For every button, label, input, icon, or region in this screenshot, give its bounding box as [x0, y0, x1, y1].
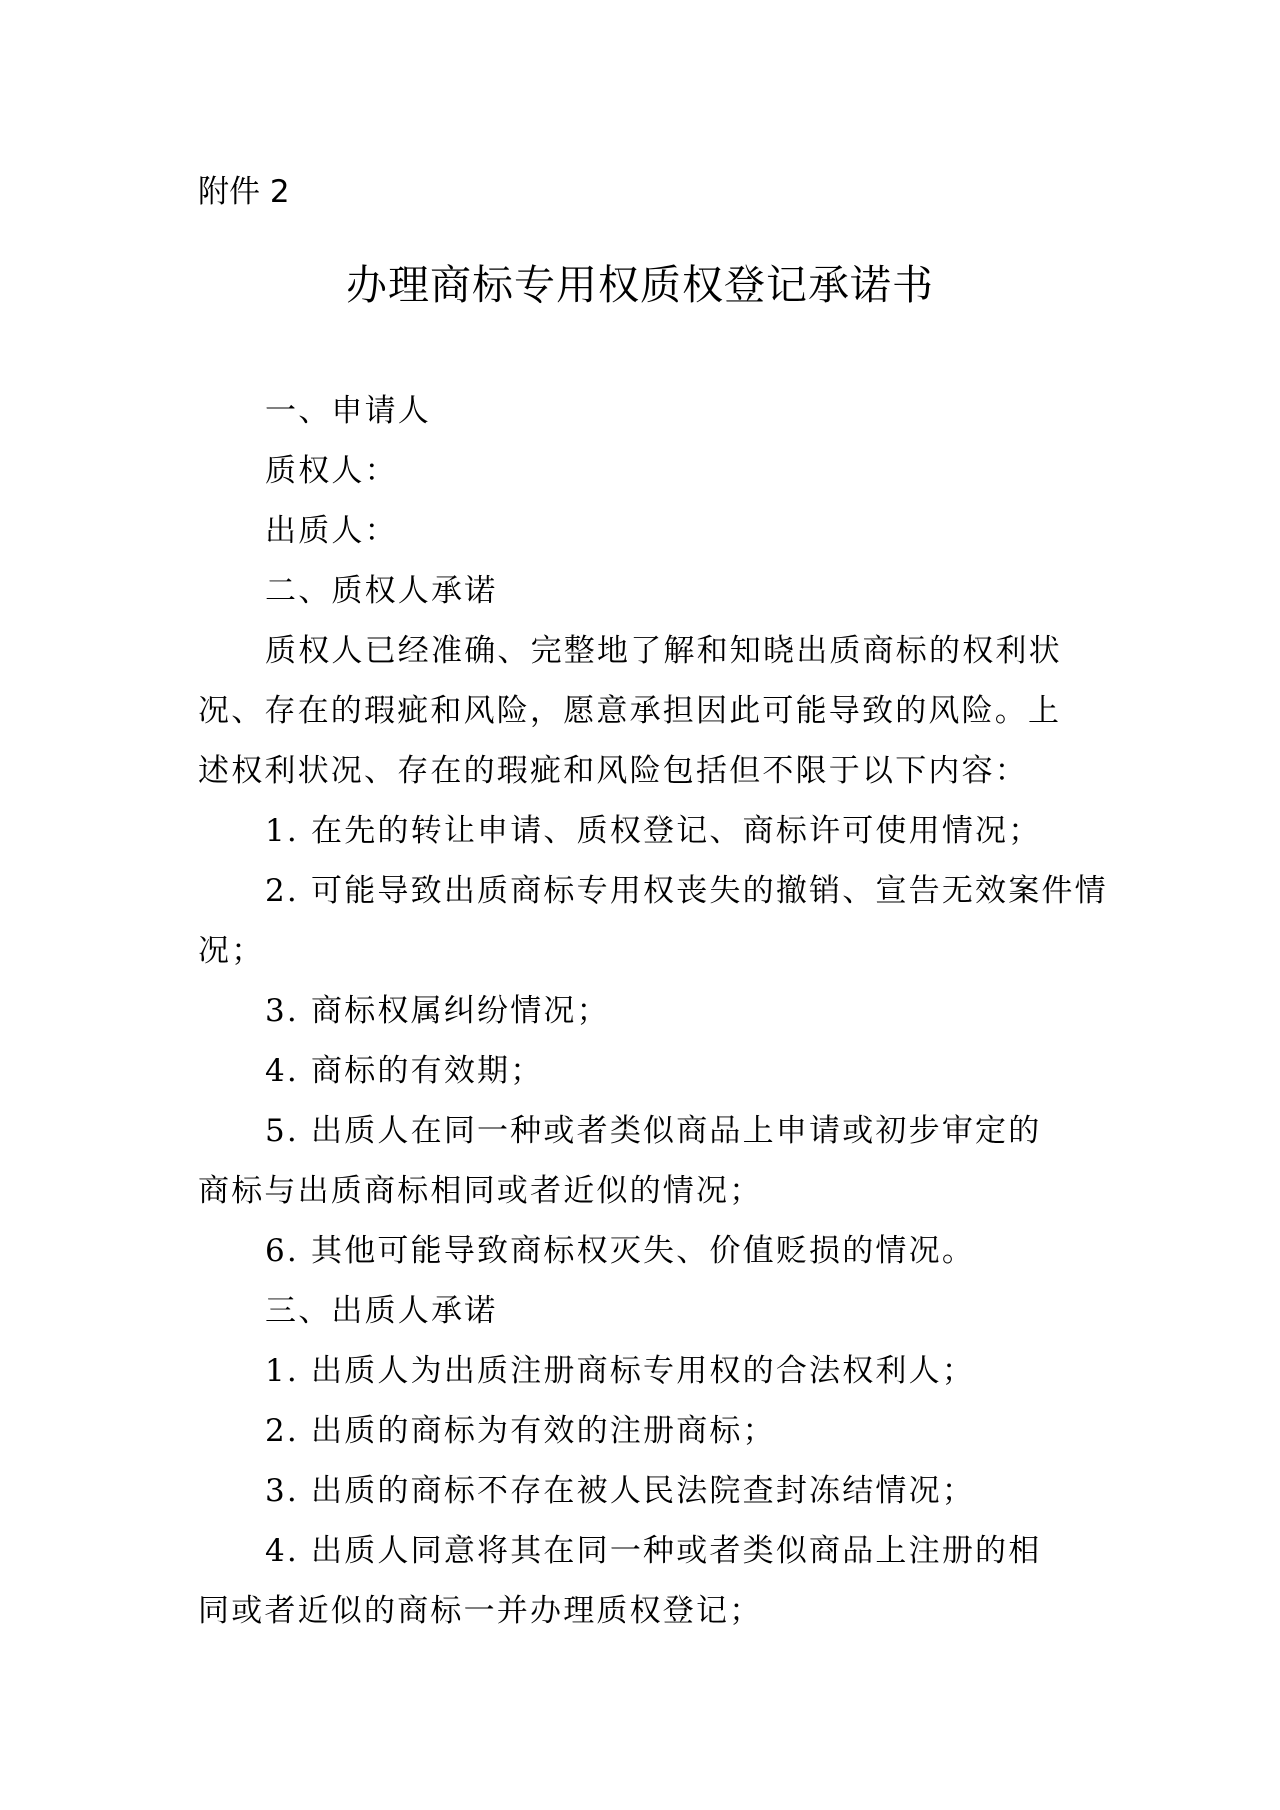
section3-item4-line1: 4. 出质人同意将其在同一种或者类似商品上注册的相 [265, 1533, 1042, 1569]
section2-intro-line2: 况、存在的瑕疵和风险，愿意承担因此可能导致的风险。上 [198, 693, 1062, 729]
section3-item3: 3. 出质的商标不存在被人民法院查封冻结情况； [265, 1473, 976, 1509]
section2-heading: 二、质权人承诺 [265, 573, 498, 609]
attachment-label: 附件 2 [198, 174, 290, 210]
section2-item1: 1. 在先的转让申请、质权登记、商标许可使用情况； [265, 813, 1042, 849]
section3-item4-line2: 同或者近似的商标一并办理质权登记； [198, 1593, 763, 1629]
section3-heading: 三、出质人承诺 [265, 1293, 498, 1329]
pledgor-label: 出质人： [265, 513, 398, 549]
section3-item1: 1. 出质人为出质注册商标专用权的合法权利人； [265, 1353, 976, 1389]
section2-item5-line2: 商标与出质商标相同或者近似的情况； [198, 1173, 763, 1209]
document-title: 办理商标专用权质权登记承诺书 [346, 261, 934, 309]
section2-item4: 4. 商标的有效期； [265, 1053, 544, 1089]
section2-item2-line1: 2. 可能导致出质商标专用权丧失的撤销、宣告无效案件情 [265, 873, 1108, 909]
section2-item6: 6. 其他可能导致商标权灭失、价值贬损的情况。 [265, 1233, 976, 1269]
section2-item2-line2: 况； [198, 933, 265, 969]
section3-item2: 2. 出质的商标为有效的注册商标； [265, 1413, 776, 1449]
pledgee-label: 质权人： [265, 453, 398, 489]
section2-item5-line1: 5. 出质人在同一种或者类似商品上申请或初步审定的 [265, 1113, 1042, 1149]
section2-intro-line1: 质权人已经准确、完整地了解和知晓出质商标的权利状 [265, 633, 1062, 669]
section1-heading: 一、申请人 [265, 393, 431, 429]
section2-intro-line3: 述权利状况、存在的瑕疵和风险包括但不限于以下内容： [198, 753, 1028, 789]
section2-item3: 3. 商标权属纠纷情况； [265, 993, 610, 1029]
